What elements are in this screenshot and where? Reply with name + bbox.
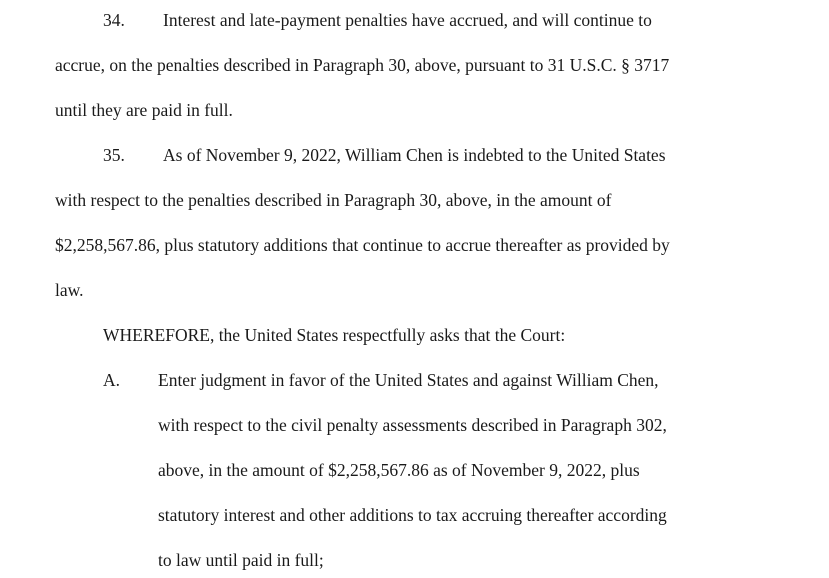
- paragraph-number: 34.: [103, 10, 125, 30]
- wherefore-text: WHEREFORE, the United States respectfully asks that the Court:: [103, 325, 566, 345]
- paragraph-line: $2,258,567.86, plus statutory additions that continue to accrue thereafter as provided by: [55, 235, 670, 255]
- paragraph-line: accrue, on the penalties described in Paragraph 30, above, pursuant to 31 U.S.C. § 3717: [55, 55, 670, 75]
- paragraph-number: 35.: [103, 145, 125, 165]
- item-line: above, in the amount of $2,258,567.86 as of November 9, 2022, plus: [158, 460, 640, 480]
- item-line: statutory interest and other additions to tax accruing thereafter according: [158, 505, 667, 525]
- paragraph-line: until they are paid in full.: [55, 100, 233, 120]
- paragraph-line: Interest and late-payment penalties have accrued, and will continue to: [163, 10, 652, 30]
- paragraph-line: with respect to the penalties described in Paragraph 30, above, in the amount of: [55, 190, 612, 210]
- item-line: Enter judgment in favor of the United States and against William Chen,: [158, 370, 659, 390]
- item-label: A.: [103, 370, 121, 390]
- item-line: to law until paid in full;: [158, 550, 324, 570]
- paragraph-line: As of November 9, 2022, William Chen is indebted to the United States: [163, 145, 666, 165]
- item-line: with respect to the civil penalty assessments described in Paragraph 302,: [158, 415, 667, 435]
- paragraph-line: law.: [55, 280, 84, 300]
